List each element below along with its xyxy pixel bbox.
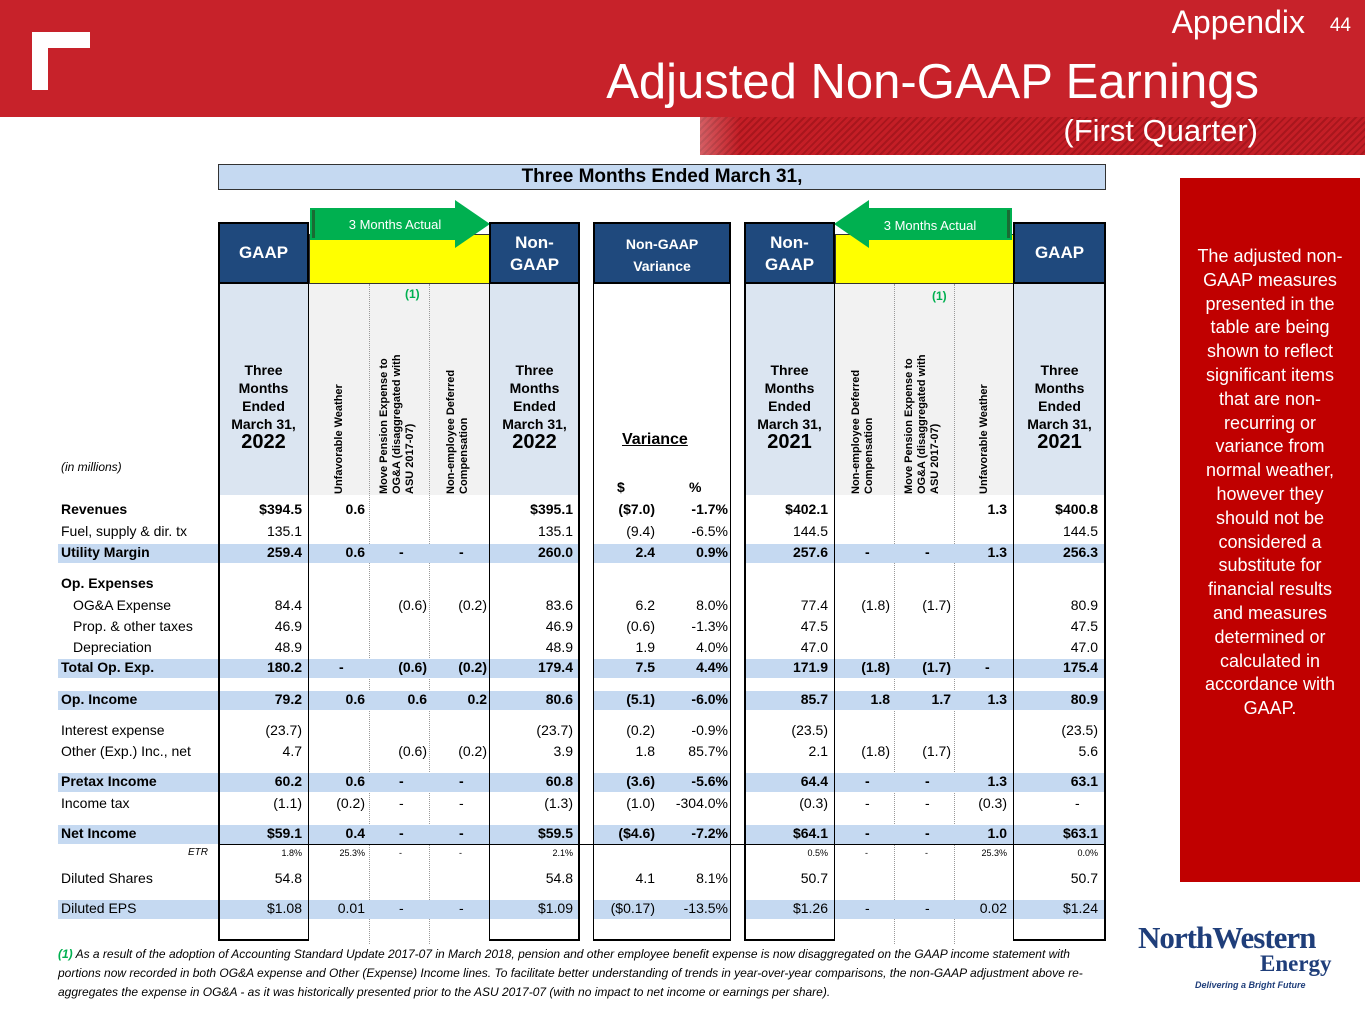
table-cell-vd: 1.9 <box>635 639 655 655</box>
table-cell-ng22: $59.5 <box>537 825 573 841</box>
table-cell-n22: (0.2) <box>458 659 487 675</box>
table-cell-n21: - <box>865 825 870 841</box>
footnote <box>58 945 1108 1002</box>
table-cell-w22: 0.01 <box>337 900 365 916</box>
table-cell-vp: 8.0% <box>696 597 728 613</box>
table-cell-w22: 25.3% <box>339 848 365 858</box>
table-cell-ng22: 83.6 <box>545 597 573 613</box>
table-cell-gaap22: 135.1 <box>266 523 302 539</box>
table-cell-w21: (0.3) <box>978 795 1007 811</box>
table-cell-gaap21: 80.9 <box>1070 597 1098 613</box>
table-cell-gaap21: 47.0 <box>1070 639 1098 655</box>
table-cell-ng21: 144.5 <box>792 523 828 539</box>
row-label: Interest expense <box>61 722 165 738</box>
table-cell-ng21: 2.1 <box>808 743 828 759</box>
table-cell-vd: (3.6) <box>626 773 655 789</box>
table-cell-n21: - <box>865 544 870 560</box>
row-band <box>835 825 1013 844</box>
hdr-period-gaap22: Three Months Ended March 31, 2022 <box>231 362 296 453</box>
hdr-variance-sub: Variance <box>622 431 688 448</box>
table-cell-p21: (1.7) <box>922 659 951 675</box>
footnote-ref-2022: (1) <box>405 287 420 301</box>
footnote-text: As a result of the adoption of Accounting Standard Update 2017-07 in March 2018, pension and other employee benefit expense is now disaggregated on the GAAP income statement with portions now recorded in both OG&A expense and Other (Expense) Income lines. To facilitate better understanding of trends in year-over-year comparisons, the non-GAAP adjustment above re-aggregates the expense in OG&A - as it was historically presented prior to the ASU 2017-07 (with no impact to net income or earnings per share). <box>58 947 1083 999</box>
table-cell-gaap21: 63.1 <box>1070 773 1098 789</box>
hdr-pension-2021: Move Pension Expense to OG&A (disaggregated with ASU 2017-07) <box>903 354 941 494</box>
frame-ng22 <box>489 222 580 941</box>
table-cell-gaap22: 60.2 <box>274 773 302 789</box>
table-cell-n22: - <box>459 795 464 811</box>
hdr-unfav-weather-2022: Unfavorable Weather <box>333 384 345 494</box>
table-cell-gaap21: - <box>1075 795 1080 811</box>
table-cell-gaap21: 256.3 <box>1062 544 1098 560</box>
table-cell-gaap21: 0.0% <box>1077 848 1098 858</box>
row-label: Diluted EPS <box>61 900 137 916</box>
table-cell-ng21: $64.1 <box>792 825 828 841</box>
table-cell-gaap22: (23.7) <box>265 722 302 738</box>
hdr-period-ng22: Three Months Ended March 31, 2022 <box>502 362 567 453</box>
table-cell-vp: -1.7% <box>691 501 728 517</box>
row-label: Fuel, supply & dir. tx <box>61 523 188 539</box>
table-cell-ng21: (23.5) <box>791 722 828 738</box>
frame-ng21 <box>744 222 835 941</box>
company-logo-energy: Energy <box>1260 951 1332 976</box>
table-cell-ng21: 171.9 <box>792 659 828 675</box>
row-label: Pretax Income <box>61 773 157 789</box>
table-cell-ng22: (1.3) <box>544 795 573 811</box>
table-cell-n22: - <box>459 773 464 789</box>
table-cell-vd: ($4.6) <box>618 825 655 841</box>
table-cell-vp: 8.1% <box>696 870 728 886</box>
table-cell-ng22: 3.9 <box>553 743 573 759</box>
disclaimer-text: The adjusted non-GAAP measures presented in the table are being shown to reflect significant items that are non-recurring or variance from normal weather, however they should not be considered a substitute for financial results and measures determined or calculated in accordance with GAAP. <box>1197 246 1343 719</box>
table-cell-vd: (5.1) <box>626 691 655 707</box>
table-cell-ng22: 60.8 <box>545 773 573 789</box>
arrow-label-2022: 3 Months Actual <box>348 217 442 232</box>
table-cell-n21: 1.8 <box>870 691 890 707</box>
table-cell-w21: 1.3 <box>987 501 1007 517</box>
page-number: 44 <box>1329 15 1351 36</box>
hdr-gaap-2021: GAAP <box>1013 222 1106 284</box>
table-cell-vp: -6.0% <box>691 691 728 707</box>
table-cell-ng22: 179.4 <box>537 659 573 675</box>
table-cell-vd: 2.4 <box>635 544 655 560</box>
row-label: Prop. & other taxes <box>73 618 193 634</box>
table-cell-n21: (1.8) <box>861 743 890 759</box>
table-cell-gaap22: 1.8% <box>281 848 302 858</box>
table-cell-vd: ($7.0) <box>618 501 655 517</box>
hdr-nonemp-2021: Non-employee Deferred Compensation <box>850 369 875 494</box>
table-cell-vd: 1.8 <box>635 743 655 759</box>
table-cell-vd: (0.6) <box>626 618 655 634</box>
hdr-variance: Non-GAAP Variance <box>593 222 731 284</box>
table-cell-vd: 4.1 <box>635 870 655 886</box>
table-cell-p21: - <box>925 900 930 916</box>
table-cell-ng21: 257.6 <box>792 544 828 560</box>
table-cell-gaap21: 5.6 <box>1078 743 1098 759</box>
table-cell-ng22: 48.9 <box>545 639 573 655</box>
separator <box>429 284 430 944</box>
row-label: Diluted Shares <box>61 870 153 886</box>
table-cell-w22: 0.6 <box>345 691 365 707</box>
table-cell-p22: - <box>399 848 402 858</box>
table-banner: Three Months Ended March 31, <box>218 164 1106 190</box>
page-subtitle: (First Quarter) <box>1063 113 1258 148</box>
table-cell-ng21: (0.3) <box>799 795 828 811</box>
table-cell-vp: -304.0% <box>675 795 728 811</box>
table-cell-gaap21: 175.4 <box>1062 659 1098 675</box>
separator <box>954 284 955 944</box>
row-label: Utility Margin <box>61 544 150 560</box>
table-cell-gaap21: $63.1 <box>1062 825 1098 841</box>
table-cell-gaap22: $1.08 <box>266 900 302 916</box>
table-cell-w22: 0.6 <box>345 501 365 517</box>
row-band <box>835 773 1013 792</box>
table-cell-ng22: 135.1 <box>537 523 573 539</box>
table-cell-p21: - <box>925 795 930 811</box>
row-label: Income tax <box>61 795 130 811</box>
table-cell-ng22: 260.0 <box>537 544 573 560</box>
table-cell-ng22: $1.09 <box>537 900 573 916</box>
row-band <box>835 691 1013 710</box>
table-cell-p21: 1.7 <box>931 691 951 707</box>
row-label: OG&A Expense <box>73 597 172 613</box>
hdr-pension-2022: Move Pension Expense to OG&A (disaggregated with ASU 2017-07) <box>378 354 416 494</box>
separator <box>369 284 370 944</box>
table-cell-vd: (9.4) <box>626 523 655 539</box>
row-band <box>835 544 1013 563</box>
table-cell-gaap22: 48.9 <box>274 639 302 655</box>
table-cell-ng22: 80.6 <box>545 691 573 707</box>
company-tagline: Delivering a Bright Future <box>1195 980 1306 990</box>
page-title: Adjusted Non-GAAP Earnings <box>606 55 1259 109</box>
table-cell-ng21: 77.4 <box>800 597 828 613</box>
table-cell-vp: 4.4% <box>696 659 728 675</box>
hdr-non-gaap-2022: Non- GAAP <box>489 222 580 284</box>
table-cell-gaap22: (1.1) <box>273 795 302 811</box>
table-cell-p22: - <box>399 825 404 841</box>
table-cell-gaap22: 79.2 <box>274 691 302 707</box>
row-label: ETR <box>188 847 208 858</box>
table-cell-p22: (0.6) <box>398 659 427 675</box>
table-cell-p21: (1.7) <box>922 597 951 613</box>
table-cell-n22: - <box>459 825 464 841</box>
table-cell-ng21: $402.1 <box>785 501 828 517</box>
frame-gaap21 <box>1013 222 1106 941</box>
table-cell-w22: 0.6 <box>345 773 365 789</box>
table-cell-gaap22: 84.4 <box>274 597 302 613</box>
row-label: Total Op. Exp. <box>61 659 155 675</box>
hdr-percent: % <box>689 479 702 495</box>
hdr-period-ng21: Three Months Ended March 31, 2021 <box>757 362 822 453</box>
table-cell-n22: - <box>459 544 464 560</box>
table-cell-vd: 7.5 <box>635 659 655 675</box>
table-cell-ng22: $395.1 <box>530 501 573 517</box>
table-cell-n22: (0.2) <box>458 743 487 759</box>
table-cell-gaap22: $59.1 <box>266 825 302 841</box>
row-label: Other (Exp.) Inc., net <box>61 743 191 759</box>
table-cell-gaap21: 50.7 <box>1070 870 1098 886</box>
table-cell-gaap21: $400.8 <box>1055 501 1098 517</box>
footnote-mark: (1) <box>58 947 73 961</box>
table-cell-vd: ($0.17) <box>610 900 655 916</box>
table-cell-vp: -0.9% <box>691 722 728 738</box>
table-cell-gaap22: 4.7 <box>282 743 302 759</box>
table-cell-n21: - <box>865 773 870 789</box>
footnote-ref-2021: (1) <box>932 289 947 303</box>
table-cell-gaap22: 46.9 <box>274 618 302 634</box>
row-band <box>309 691 489 710</box>
table-cell-w22: (0.2) <box>336 795 365 811</box>
table-cell-vp: -5.6% <box>691 773 728 789</box>
table-cell-ng21: 0.5% <box>807 848 828 858</box>
table-cell-vd: (0.2) <box>626 722 655 738</box>
table-cell-vp: -7.2% <box>691 825 728 841</box>
table-cell-ng21: 47.0 <box>800 639 828 655</box>
hdr-unfav-weather-2021: Unfavorable Weather <box>978 384 990 494</box>
table-cell-gaap22: 259.4 <box>266 544 302 560</box>
table-cell-p22: 0.6 <box>407 691 427 707</box>
table-cell-gaap21: 47.5 <box>1070 618 1098 634</box>
table-cell-n22: 0.2 <box>467 691 487 707</box>
arrow-label-2021: 3 Months Actual <box>883 218 977 233</box>
table-cell-vp: -13.5% <box>683 900 728 916</box>
table-cell-vd: (1.0) <box>626 795 655 811</box>
row-label: Depreciation <box>73 639 152 655</box>
frame-gaap22 <box>218 222 309 941</box>
row-label: Op. Expenses <box>61 575 154 591</box>
table-cell-vp: -1.3% <box>691 618 728 634</box>
table-cell-gaap21: 80.9 <box>1070 691 1098 707</box>
row-label: Net Income <box>61 825 137 841</box>
row-label: Op. Income <box>61 691 138 707</box>
table-cell-w21: 1.3 <box>987 544 1007 560</box>
table-cell-ng22: 46.9 <box>545 618 573 634</box>
table-cell-gaap21: 144.5 <box>1062 523 1098 539</box>
table-cell-gaap21: (23.5) <box>1061 722 1098 738</box>
section-label: Appendix <box>1171 4 1305 40</box>
table-cell-p21: - <box>925 544 930 560</box>
separator <box>894 284 895 944</box>
table-cell-p22: (0.6) <box>398 743 427 759</box>
table-cell-ng21: $1.26 <box>792 900 828 916</box>
row-label: Revenues <box>61 501 128 517</box>
table-cell-w21: 1.3 <box>987 691 1007 707</box>
table-cell-gaap21: $1.24 <box>1062 900 1098 916</box>
table-cell-w22: - <box>339 659 344 675</box>
table-cell-p22: - <box>399 795 404 811</box>
table-cell-w21: 0.02 <box>979 900 1007 916</box>
units-label: (in millions) <box>61 460 122 474</box>
hdr-nonemp-2022: Non-employee Deferred Compensation <box>445 369 470 494</box>
table-cell-ng21: 47.5 <box>800 618 828 634</box>
table-cell-p21: - <box>925 825 930 841</box>
frame-variance <box>593 222 731 941</box>
company-logo-name: NorthWestern <box>1138 920 1316 955</box>
table-cell-ng21: 64.4 <box>800 773 828 789</box>
table-cell-n22: - <box>459 848 462 858</box>
table-cell-n21: (1.8) <box>861 659 890 675</box>
hdr-period-gaap21: Three Months Ended March 31, 2021 <box>1027 362 1092 453</box>
table-cell-ng22: (23.7) <box>536 722 573 738</box>
table-cell-n21: - <box>865 848 868 858</box>
table-cell-w21: - <box>985 659 990 675</box>
table-cell-n21: - <box>865 795 870 811</box>
table-cell-p21: - <box>925 773 930 789</box>
table-cell-ng21: 85.7 <box>800 691 828 707</box>
table-cell-vp: 85.7% <box>688 743 728 759</box>
table-cell-vp: 0.9% <box>696 544 728 560</box>
table-cell-p22: - <box>399 773 404 789</box>
table-cell-ng22: 2.1% <box>552 848 573 858</box>
table-cell-vp: -6.5% <box>691 523 728 539</box>
table-cell-w21: 1.0 <box>987 825 1007 841</box>
table-cell-p21: (1.7) <box>922 743 951 759</box>
table-cell-gaap22: 180.2 <box>266 659 302 675</box>
table-cell-ng21: 50.7 <box>800 870 828 886</box>
table-cell-p21: - <box>925 848 928 858</box>
table-cell-n21: - <box>865 900 870 916</box>
hdr-gaap-2022: GAAP <box>218 222 309 284</box>
hdr-non-gaap-2021: Non- GAAP <box>744 222 835 284</box>
table-cell-n22: (0.2) <box>458 597 487 613</box>
table-cell-vp: 4.0% <box>696 639 728 655</box>
table-cell-w21: 1.3 <box>987 773 1007 789</box>
table-cell-ng22: 54.8 <box>545 870 573 886</box>
table-cell-gaap22: 54.8 <box>274 870 302 886</box>
table-cell-p22: (0.6) <box>398 597 427 613</box>
hdr-dollar: $ <box>617 479 625 495</box>
table-cell-w21: 25.3% <box>981 848 1007 858</box>
table-cell-gaap22: $394.5 <box>259 501 302 517</box>
table-cell-n22: - <box>459 900 464 916</box>
table-cell-vd: 6.2 <box>635 597 655 613</box>
table-cell-w22: 0.6 <box>345 544 365 560</box>
table-cell-n21: (1.8) <box>861 597 890 613</box>
table-cell-p22: - <box>399 900 404 916</box>
table-cell-p22: - <box>399 544 404 560</box>
table-cell-w22: 0.4 <box>345 825 365 841</box>
